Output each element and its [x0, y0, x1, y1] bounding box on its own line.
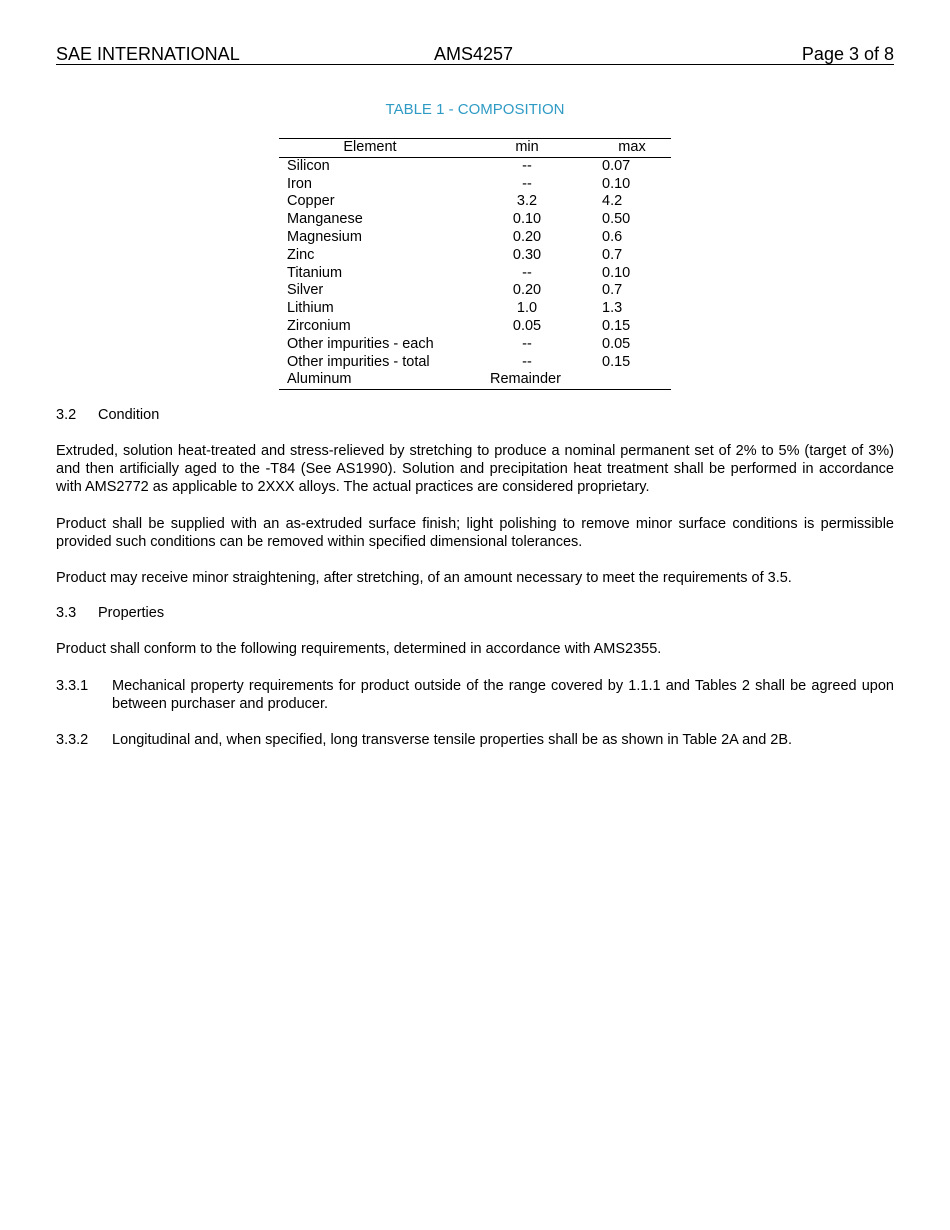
table-row: [279, 247, 671, 265]
min-cell: 0.05: [512, 317, 542, 334]
table-row: [279, 229, 671, 247]
table-row: [279, 282, 671, 300]
min-cell: 3.2: [516, 193, 538, 210]
element-cell: Zirconium: [287, 317, 351, 334]
subsection-3-3-2: [56, 731, 894, 749]
section-number: 3.2: [56, 407, 77, 423]
min-cell: --: [522, 353, 532, 370]
max-cell: 0.15: [602, 353, 631, 370]
subsection-text: Mechanical property requirements for product outside of the range covered by 1.1.1 and Tables 2 shall be agreed upon between purchaser and producer.: [112, 678, 894, 712]
table-header-row: [279, 139, 671, 158]
min-cell: --: [522, 264, 532, 281]
column-header-element: Element: [343, 139, 397, 155]
min-cell: 0.30: [512, 246, 542, 263]
table-row: [279, 318, 671, 336]
composition-table: [279, 138, 671, 390]
min-cell: 0.20: [512, 282, 542, 299]
max-cell: 0.7: [602, 246, 623, 263]
element-cell: Other impurities - total: [287, 353, 430, 370]
section-number: 3.3: [56, 605, 77, 621]
section-3-2-heading: [56, 406, 894, 424]
element-cell: Aluminum: [287, 371, 352, 388]
element-cell: Titanium: [287, 264, 343, 281]
table-row: [279, 193, 671, 211]
table-title: TABLE 1 - COMPOSITION: [385, 101, 565, 118]
page-header: [56, 44, 894, 65]
table-row-aluminum: [279, 371, 671, 389]
element-cell: Zinc: [287, 246, 315, 263]
min-cell: --: [522, 335, 532, 352]
subsection-number: 3.3.1: [56, 678, 89, 694]
max-cell: 0.50: [602, 211, 631, 228]
max-cell: 1.3: [602, 300, 623, 317]
max-cell: 0.6: [602, 228, 623, 245]
min-cell: --: [522, 175, 532, 192]
subsection-3-3-1: [56, 677, 894, 713]
element-cell: Magnesium: [287, 228, 362, 245]
header-page-number: Page 3 of 8: [801, 44, 894, 64]
section-3-3-heading: [56, 604, 894, 622]
max-cell: 0.05: [602, 335, 631, 352]
element-cell: Other impurities - each: [287, 335, 434, 352]
remainder-cell: Remainder: [490, 371, 561, 388]
min-cell: 1.0: [516, 300, 538, 317]
table-row: [279, 300, 671, 318]
table-row: [279, 211, 671, 229]
column-header-min: min: [515, 139, 539, 155]
element-cell: Silver: [287, 282, 324, 299]
element-cell: Copper: [287, 193, 335, 210]
element-cell: Silicon: [287, 157, 330, 174]
min-cell: --: [522, 157, 532, 174]
max-cell: 0.7: [602, 282, 623, 299]
header-org: SAE INTERNATIONAL: [56, 44, 240, 64]
column-header-max: max: [618, 139, 646, 155]
max-cell: 0.10: [602, 175, 631, 192]
section-title: Properties: [98, 605, 165, 621]
max-cell: 0.10: [602, 264, 631, 281]
table-row: [279, 176, 671, 194]
condition-paragraph-3: Product may receive minor straightening, after stretching, of an amount necessary to meet the requirements of 3.5.: [56, 570, 792, 586]
min-cell: 0.10: [512, 211, 542, 228]
table-row: [279, 336, 671, 354]
element-cell: Manganese: [287, 211, 363, 228]
max-cell: 4.2: [602, 193, 623, 210]
condition-paragraph-1: Extruded, solution heat-treated and stress-relieved by stretching to produce a nominal permanent set of 2% to 5% (target of 3%) and then artificially aged to the -T84 (See AS1990). Solution and precipitation heat treatment shall be performed in accordance with AMS2772 as applicable to 2XXX alloys. The actual practices are considered proprietary.: [56, 443, 894, 495]
element-cell: Iron: [287, 175, 312, 192]
header-doc-number: AMS4257: [434, 44, 514, 64]
table-row: [279, 354, 671, 372]
condition-paragraph-2: Product shall be supplied with an as-extruded surface finish; light polishing to remove minor surface conditions is permissible provided such conditions can be removed within specified dimensional tolerances.: [56, 516, 894, 550]
element-cell: Lithium: [287, 300, 334, 317]
max-cell: 0.15: [602, 317, 631, 334]
min-cell: 0.20: [512, 228, 542, 245]
properties-intro: Product shall conform to the following requirements, determined in accordance with AMS2355.: [56, 641, 662, 657]
section-title: Condition: [98, 407, 160, 423]
subsection-text: Longitudinal and, when specified, long transverse tensile properties shall be as shown in Table 2A and 2B.: [112, 732, 793, 748]
table-row: [279, 157, 671, 175]
subsection-number: 3.3.2: [56, 732, 89, 748]
max-cell: 0.07: [602, 157, 631, 174]
table-row: [279, 265, 671, 283]
